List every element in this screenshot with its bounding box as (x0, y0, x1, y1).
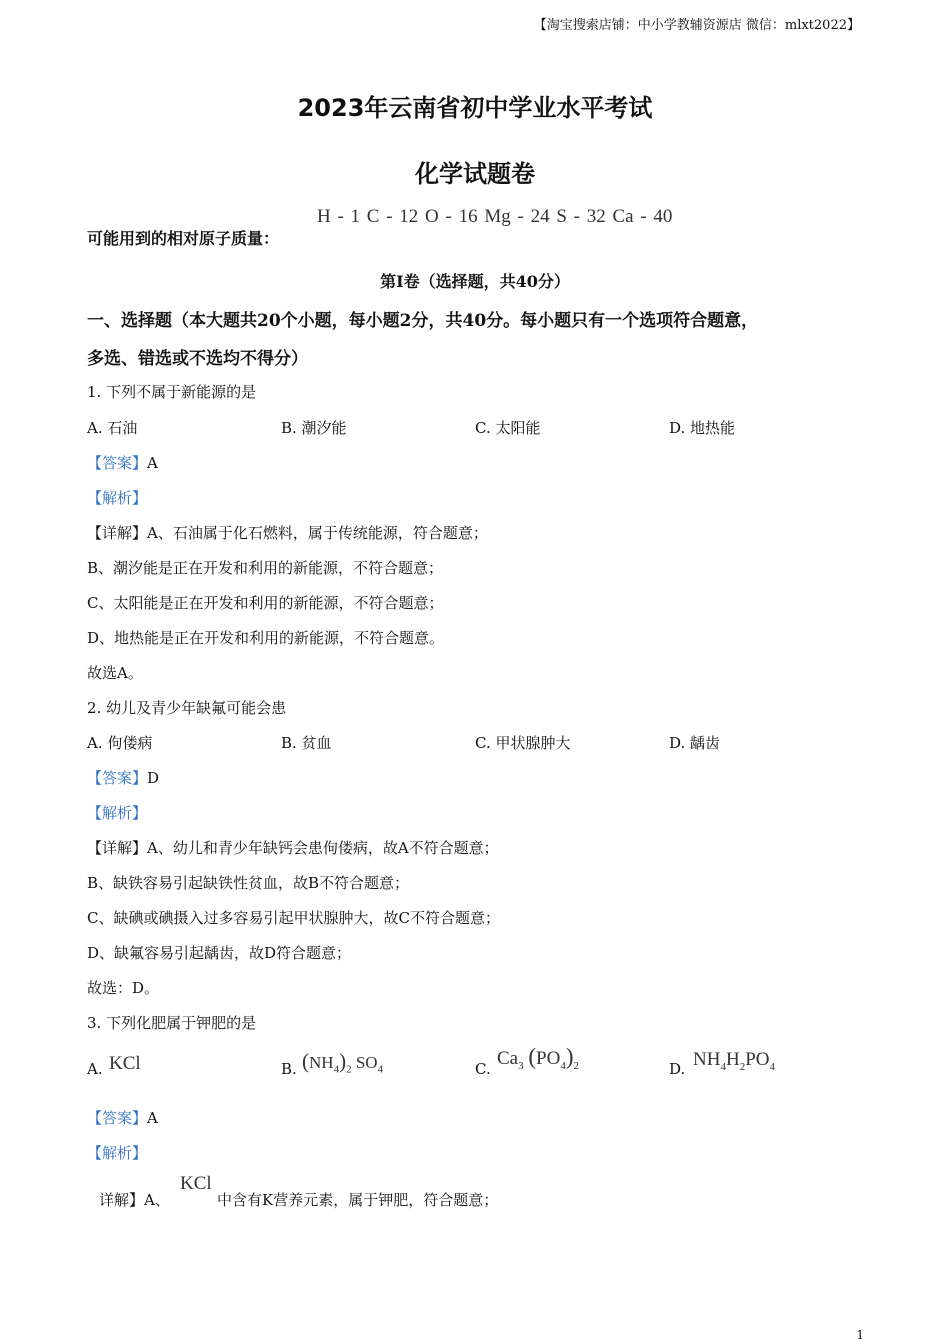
q1-conclusion: 故选A。 (87, 664, 143, 682)
q2-answer-value: D (147, 769, 160, 787)
q2-detail-2: B、缺铁容易引起缺铁性贫血，故B不符合题意； (87, 874, 410, 892)
instructions-line-1: 一、选择题（本大题共20个小题，每小题2分，共40分。每小题只有一个选项符合题意， (87, 311, 759, 331)
q3-detail-prefix: 详解】A、 (99, 1191, 170, 1209)
q3-option-a-formula: KCl (109, 1053, 141, 1074)
q1-option-c: C. 太阳能 (475, 419, 541, 437)
q2-answer (87, 767, 159, 788)
q2-detail-4: D、缺氟容易引起龋齿，故D符合题意； (87, 944, 352, 962)
q1-option-d: D. 地热能 (669, 419, 736, 437)
q3-option-c-letter: C. (475, 1060, 491, 1078)
q3-detail-formula: KCl (180, 1173, 212, 1194)
q3-analysis-label: 【解析】 (87, 1144, 148, 1162)
q2-option-a: A. 佝偻病 (87, 734, 153, 752)
shop-header-note: 【淘宝搜索店铺：中小学教辅资源店 微信：mlxt2022】 (533, 18, 860, 33)
q3-answer (87, 1107, 158, 1128)
q1-option-b: B. 潮汐能 (281, 419, 347, 437)
q3-option-b-formula: $(NH_4)_2$ $SO_4$ (302, 1049, 384, 1076)
page-number: 1 (856, 1328, 864, 1342)
answer-label: 【答案】 (87, 769, 148, 787)
q1-detail-1: 【详解】A、石油属于化石燃料，属于传统能源，符合题意； (87, 524, 488, 542)
instructions-line-2: 多选、错选或不选均不得分） (87, 349, 308, 369)
q2-analysis-label: 【解析】 (87, 804, 148, 822)
q2-option-c: C. 甲状腺肿大 (475, 734, 571, 752)
q3-detail-suffix: 中含有K营养元素，属于钾肥，符合题意； (217, 1191, 499, 1209)
q1-option-a: A. 石油 (87, 419, 138, 437)
q1-stem: 1. 下列不属于新能源的是 (87, 383, 257, 401)
exam-title: 2023年云南省初中学业水平考试 (297, 94, 653, 122)
q2-conclusion: 故选：D。 (87, 979, 160, 997)
q2-detail-3: C、缺碘或碘摄入过多容易引起甲状腺肿大，故C不符合题意； (87, 909, 500, 927)
q3-option-d-letter: D. (669, 1060, 686, 1078)
q1-detail-4: D、地热能是正在开发和利用的新能源，不符合题意。 (87, 629, 445, 647)
q3-option-a-letter: A. (87, 1060, 103, 1078)
q2-detail-1: 【详解】A、幼儿和青少年缺钙会患佝偻病，故A不符合题意； (87, 839, 499, 857)
q2-stem: 2. 幼儿及青少年缺氟可能会患 (87, 699, 287, 717)
atomic-mass-values: H - 1 C - 12 O - 16 Mg - 24 S - 32 Ca - 40 (317, 206, 673, 227)
q1-detail-2: B、潮汐能是正在开发和利用的新能源，不符合题意； (87, 559, 444, 577)
q1-answer (87, 452, 158, 473)
q3-option-d-formula: $NH_4H_2PO_4$ (693, 1049, 775, 1073)
answer-label: 【答案】 (87, 1109, 148, 1127)
section-title: 第Ⅰ卷（选择题，共40分） (380, 272, 570, 291)
q2-option-d: D. 龋齿 (669, 734, 721, 752)
answer-label: 【答案】 (87, 454, 148, 472)
q3-option-c-formula: $Ca_3$ $(PO_4)_2$ (497, 1044, 579, 1072)
q1-detail-3: C、太阳能是正在开发和利用的新能源，不符合题意； (87, 594, 444, 612)
atomic-mass-label: 可能用到的相对原子质量： (87, 229, 280, 248)
q3-answer-value: A (147, 1109, 158, 1127)
exam-subtitle: 化学试题卷 (415, 160, 535, 188)
q3-stem: 3. 下列化肥属于钾肥的是 (87, 1014, 257, 1032)
q1-analysis-label: 【解析】 (87, 489, 148, 507)
q3-option-b-letter: B. (281, 1060, 297, 1078)
q1-answer-value: A (147, 454, 158, 472)
q2-option-b: B. 贫血 (281, 734, 332, 752)
